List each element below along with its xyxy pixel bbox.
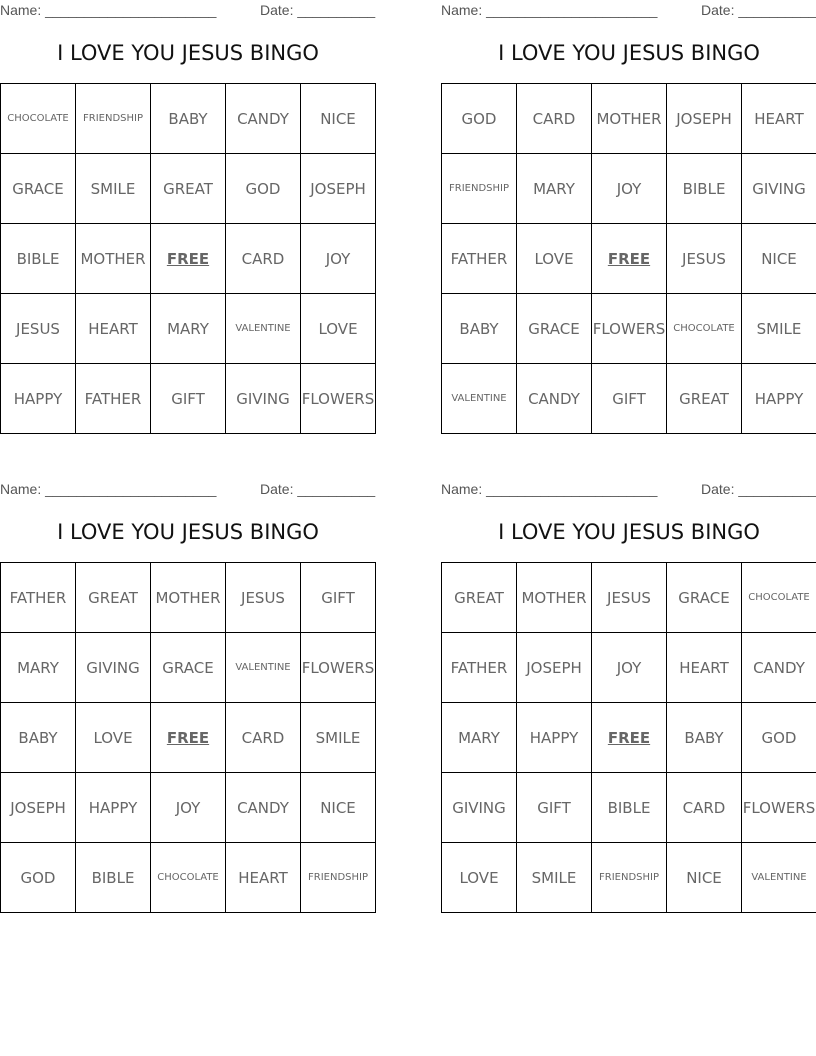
bingo-card-2: [441, 0, 816, 440]
bingo-cell: VALENTINE: [226, 633, 301, 703]
free-space: FREE: [151, 224, 226, 294]
bingo-cell: GREAT: [442, 563, 517, 633]
bingo-cell: BABY: [442, 294, 517, 364]
bingo-cell: GOD: [226, 154, 301, 224]
grid-row: [1, 703, 376, 773]
grid-row: [442, 563, 816, 633]
date-field: Date: __________: [701, 2, 816, 18]
bingo-cell: CANDY: [226, 84, 301, 154]
card-title: I LOVE YOU JESUS BINGO: [57, 520, 319, 544]
bingo-cell: MARY: [151, 294, 226, 364]
bingo-cell: MARY: [1, 633, 76, 703]
bingo-cell: SMILE: [517, 843, 592, 913]
grid-row: [442, 84, 816, 154]
bingo-cell: HEART: [667, 633, 742, 703]
bingo-cell: MARY: [517, 154, 592, 224]
bingo-cell: HAPPY: [742, 364, 816, 434]
grid-row: [442, 154, 816, 224]
bingo-cell: FRIENDSHIP: [442, 154, 517, 224]
bingo-cell: MOTHER: [76, 224, 151, 294]
bingo-cell: JOSEPH: [301, 154, 376, 224]
bingo-cell: FATHER: [1, 563, 76, 633]
bingo-cell: HAPPY: [517, 703, 592, 773]
bingo-cell: GRACE: [151, 633, 226, 703]
bingo-cell: VALENTINE: [226, 294, 301, 364]
bingo-cell: GIFT: [592, 364, 667, 434]
name-field: Name: ______________________: [441, 481, 658, 497]
grid-row: [1, 224, 376, 294]
bingo-cell: JOY: [301, 224, 376, 294]
bingo-cell: GIFT: [301, 563, 376, 633]
bingo-cell: GIVING: [442, 773, 517, 843]
grid-row: [442, 224, 816, 294]
grid-row: [1, 633, 376, 703]
bingo-cell: CHOCOLATE: [151, 843, 226, 913]
grid-row: [1, 154, 376, 224]
grid-row: [1, 773, 376, 843]
bingo-cell: FRIENDSHIP: [301, 843, 376, 913]
date-field: Date: __________: [701, 481, 816, 497]
bingo-grid: [441, 562, 816, 913]
grid-row: [442, 364, 816, 434]
bingo-cell: JOSEPH: [1, 773, 76, 843]
bingo-cell: BIBLE: [592, 773, 667, 843]
bingo-grid: [0, 83, 376, 434]
bingo-cell: CHOCOLATE: [1, 84, 76, 154]
bingo-cell: GOD: [442, 84, 517, 154]
bingo-cell: LOVE: [301, 294, 376, 364]
free-space: FREE: [151, 703, 226, 773]
bingo-cell: JESUS: [226, 563, 301, 633]
name-field: Name: ______________________: [0, 2, 217, 18]
bingo-card-3: [0, 479, 376, 919]
bingo-cell: BABY: [151, 84, 226, 154]
bingo-cell: GREAT: [76, 563, 151, 633]
bingo-cell: SMILE: [76, 154, 151, 224]
bingo-cell: MOTHER: [592, 84, 667, 154]
bingo-cell: GREAT: [151, 154, 226, 224]
bingo-cell: GIFT: [517, 773, 592, 843]
grid-row: [442, 294, 816, 364]
bingo-cell: CANDY: [226, 773, 301, 843]
grid-row: [442, 843, 816, 913]
bingo-cell: GIVING: [742, 154, 816, 224]
bingo-cell: BABY: [1, 703, 76, 773]
grid-row: [1, 294, 376, 364]
grid-row: [1, 84, 376, 154]
bingo-card-1: [0, 0, 376, 440]
bingo-cell: CARD: [226, 224, 301, 294]
bingo-cell: CARD: [667, 773, 742, 843]
bingo-cell: BIBLE: [667, 154, 742, 224]
bingo-cell: NICE: [667, 843, 742, 913]
bingo-cell: CARD: [226, 703, 301, 773]
bingo-cell: NICE: [301, 773, 376, 843]
bingo-cell: HEART: [742, 84, 816, 154]
bingo-cell: GOD: [1, 843, 76, 913]
bingo-card-4: [441, 479, 816, 919]
free-space: FREE: [592, 224, 667, 294]
bingo-cell: VALENTINE: [742, 843, 816, 913]
bingo-cell: JOY: [151, 773, 226, 843]
card-title: I LOVE YOU JESUS BINGO: [57, 41, 319, 65]
bingo-cell: GRACE: [1, 154, 76, 224]
bingo-cell: GIFT: [151, 364, 226, 434]
bingo-cell: NICE: [742, 224, 816, 294]
grid-row: [442, 703, 816, 773]
bingo-cell: FATHER: [442, 224, 517, 294]
bingo-cell: LOVE: [76, 703, 151, 773]
grid-row: [1, 843, 376, 913]
bingo-cell: FATHER: [442, 633, 517, 703]
bingo-cell: JOY: [592, 633, 667, 703]
bingo-cell: MOTHER: [151, 563, 226, 633]
bingo-cell: GREAT: [667, 364, 742, 434]
bingo-grid: [0, 562, 376, 913]
bingo-cell: GRACE: [667, 563, 742, 633]
bingo-cell: HAPPY: [76, 773, 151, 843]
date-field: Date: __________: [260, 481, 376, 497]
bingo-cell: FRIENDSHIP: [592, 843, 667, 913]
bingo-cell: LOVE: [442, 843, 517, 913]
bingo-cell: MOTHER: [517, 563, 592, 633]
bingo-cell: JOSEPH: [517, 633, 592, 703]
grid-row: [1, 563, 376, 633]
bingo-cell: CHOCOLATE: [667, 294, 742, 364]
bingo-cell: FLOWERS: [592, 294, 667, 364]
bingo-cell: CHOCOLATE: [742, 563, 816, 633]
bingo-cell: HEART: [226, 843, 301, 913]
bingo-cell: NICE: [301, 84, 376, 154]
bingo-cell: JOSEPH: [667, 84, 742, 154]
card-title: I LOVE YOU JESUS BINGO: [498, 520, 760, 544]
bingo-cell: MARY: [442, 703, 517, 773]
grid-row: [1, 364, 376, 434]
bingo-cell: BABY: [667, 703, 742, 773]
bingo-cell: FLOWERS: [742, 773, 816, 843]
bingo-cell: JESUS: [1, 294, 76, 364]
bingo-cell: CARD: [517, 84, 592, 154]
bingo-cell: FLOWERS: [301, 633, 376, 703]
bingo-cell: GIVING: [76, 633, 151, 703]
bingo-cell: GRACE: [517, 294, 592, 364]
bingo-grid: [441, 83, 816, 434]
bingo-cell: BIBLE: [76, 843, 151, 913]
bingo-cell: CANDY: [742, 633, 816, 703]
bingo-cell: BIBLE: [1, 224, 76, 294]
bingo-cell: SMILE: [742, 294, 816, 364]
bingo-cell: GOD: [742, 703, 816, 773]
bingo-cell: HEART: [76, 294, 151, 364]
date-field: Date: __________: [260, 2, 376, 18]
card-title: I LOVE YOU JESUS BINGO: [498, 41, 760, 65]
name-field: Name: ______________________: [0, 481, 217, 497]
free-space: FREE: [592, 703, 667, 773]
grid-row: [442, 773, 816, 843]
bingo-cell: JOY: [592, 154, 667, 224]
bingo-cell: SMILE: [301, 703, 376, 773]
bingo-cell: JESUS: [667, 224, 742, 294]
bingo-cell: HAPPY: [1, 364, 76, 434]
bingo-cell: LOVE: [517, 224, 592, 294]
bingo-cell: FATHER: [76, 364, 151, 434]
name-field: Name: ______________________: [441, 2, 658, 18]
bingo-cell: CANDY: [517, 364, 592, 434]
bingo-cell: FRIENDSHIP: [76, 84, 151, 154]
bingo-cell: JESUS: [592, 563, 667, 633]
bingo-cell: FLOWERS: [301, 364, 376, 434]
bingo-cell: GIVING: [226, 364, 301, 434]
grid-row: [442, 633, 816, 703]
bingo-cell: VALENTINE: [442, 364, 517, 434]
